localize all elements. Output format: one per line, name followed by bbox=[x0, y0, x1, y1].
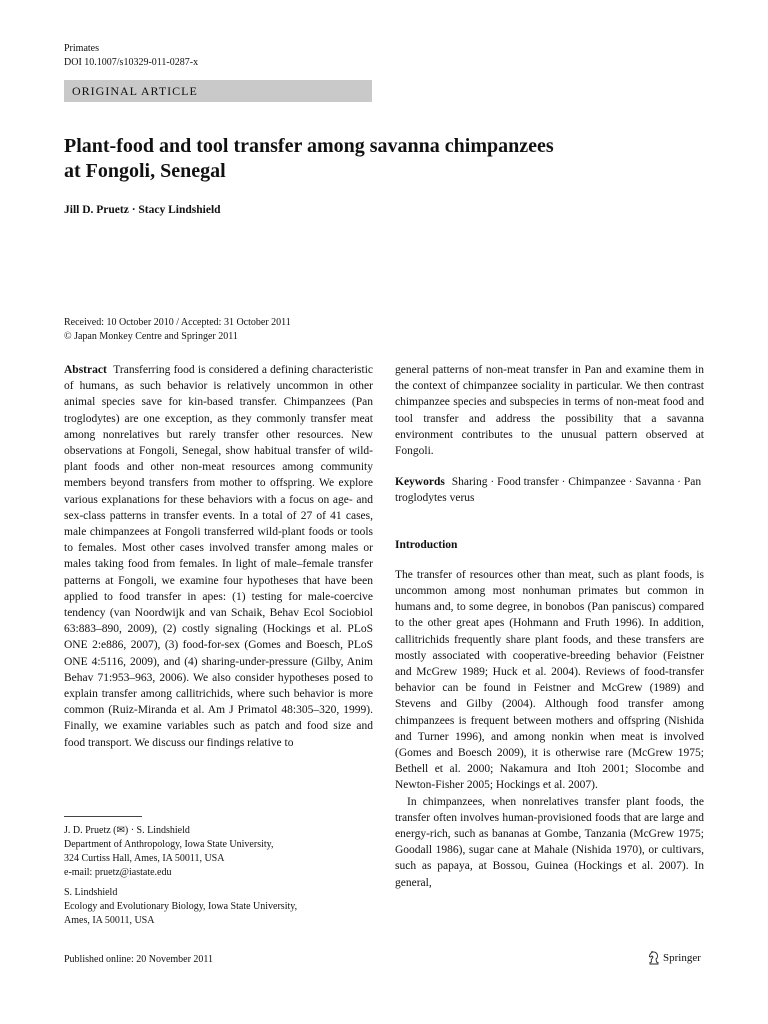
publisher-logo bbox=[648, 951, 701, 965]
received-accepted-dates: Received: 10 October 2010 / Accepted: 31 October 2011 bbox=[64, 317, 291, 328]
copyright-notice: © Japan Monkey Centre and Springer 2011 bbox=[64, 331, 238, 342]
footnote-divider bbox=[64, 816, 142, 817]
affiliation-line: Ames, IA 50011, USA bbox=[64, 915, 155, 926]
chess-knight-icon bbox=[648, 951, 660, 965]
email-line[interactable]: e-mail: pruetz@iastate.edu bbox=[64, 867, 172, 878]
abstract-label: Abstract bbox=[64, 364, 107, 376]
publisher-name: Springer bbox=[663, 952, 701, 964]
affiliation-line: Department of Anthropology, Iowa State University, bbox=[64, 839, 274, 850]
keywords-text: Sharing · Food transfer · Chimpanzee · Savanna · Pan troglodytes verus bbox=[395, 476, 702, 505]
article-type-label: ORIGINAL ARTICLE bbox=[72, 84, 198, 98]
keywords bbox=[395, 474, 704, 506]
article-type-band bbox=[64, 80, 372, 102]
title-line: Plant-food and tool transfer among savanna chimpanzees bbox=[64, 135, 554, 157]
article-title bbox=[64, 134, 704, 184]
introduction-paragraph: The transfer of resources other than meat, such as plant foods, is uncommon among most nonhuman primates but common in humans and, to some degree, in bonobos (Pan paniscus) compared to the other great apes (Hohmann and Fruth 1996). In addition, callitrichids frequently share plant foods, and these transfers are mostly associated with cooperative-breeding behavior (Feistner and McGrew 1989; Huck et al. 2004). Reviews of food-transfer behavior can be found in Feistner and McGrew (1989) and Stevens and Gilby (2004). Although food transfer among chimpanzees is frequent between mothers and offspring (Nishida and Turner 1996), and among nonkin when meat is involved (Gomes and Boesch 2009), it is otherwise rare (McGrew 1975; Bethell et al. 2000; Nakamura and Itoh 2001; Slocombe and Newton-Fisher 2005; Hockings et al. 2007). bbox=[395, 568, 704, 792]
affiliation-line: J. D. Pruetz (✉) · S. Lindshield bbox=[64, 825, 190, 836]
affiliation-line: 324 Curtiss Hall, Ames, IA 50011, USA bbox=[64, 853, 225, 864]
abstract-continued: general patterns of non-meat transfer in Pan and examine them in the context of chimpanzee sociality in particular. We then contrast chimpanzee species and subspecies in terms of non-meat food and tool transfer and address the possibility that a savanna environment contributes to the unusual pattern observed at Fongoli. bbox=[395, 364, 704, 458]
affiliation-line: S. Lindshield bbox=[64, 887, 118, 898]
right-column bbox=[395, 362, 704, 891]
title-line: at Fongoli, Senegal bbox=[64, 160, 226, 182]
affiliation-line: Ecology and Evolutionary Biology, Iowa State University, bbox=[64, 901, 298, 912]
journal-doi[interactable]: DOI 10.1007/s10329-011-0287-x bbox=[64, 57, 199, 68]
affiliation-block bbox=[64, 824, 274, 880]
abstract bbox=[64, 362, 373, 751]
abstract-text: Transferring food is considered a defining characteristic of humans, as such behavior is relatively uncommon in other animal species save for kin-based transfer. Chimpanzees (Pan troglodytes) are one exception, as they commonly transfer meat among nonrelatives but rarely transfer other resources. New observations at Fongoli, Senegal, show habitual transfer of wild-plant foods and other non-meat resources among community members beyond transfers from mother to offspring. We explore various explanations for these behaviors with a focus on age- and sex-class patterns in transfer events. In a total of 27 of 41 cases, male chimpanzees at Fongoli transferred wild-plant foods or tools to females. Most other cases involved transfer among males or males taking food from females. In light of male–female transfer patterns at Fongoli, we examine four hypotheses that have been applied to food transfer in apes: (1) testing for male-coercive tendency (van Noordwijk and van Schaik, Behav Ecol Sociobiol 63:883–890, 2009), (2) costly signaling (Hockings et al. PLoS ONE 2:e886, 2007), (3) food-for-sex (Gomes and Boesch, PLoS ONE 4:5116, 2009), and (4) sharing-under-pressure (Gilby, Anim Behav 71:953–963, 2006). We also consider hypotheses posed to explain transfer among callitrichids, where such behavior is more common (Ruiz-Miranda et al. Am J Primatol 48:305–320, 1999). Finally, we examine variables such as patch and food size and food transport. We discuss our findings relative to bbox=[64, 364, 373, 749]
author-list: Jill D. Pruetz · Stacy Lindshield bbox=[64, 204, 221, 216]
affiliation-block bbox=[64, 886, 297, 928]
introduction-paragraph: In chimpanzees, when nonrelatives transfer plant foods, the transfer often involves human-provisioned foods that are large and energy-rich, such as bananas at Gombe, Tanzania (McGrew 1975; Goodall 1986), sugar cane at Mahale (Nishida 1970), or cultivars, such as papaya, at Bossou, Guinea (Hockings et al. 2007). In general, bbox=[395, 795, 704, 889]
keywords-label: Keywords bbox=[395, 476, 445, 489]
published-online-date: Published online: 20 November 2011 bbox=[64, 954, 214, 965]
journal-name: Primates bbox=[64, 43, 99, 54]
introduction-heading: Introduction bbox=[395, 538, 458, 551]
left-column bbox=[64, 362, 373, 751]
